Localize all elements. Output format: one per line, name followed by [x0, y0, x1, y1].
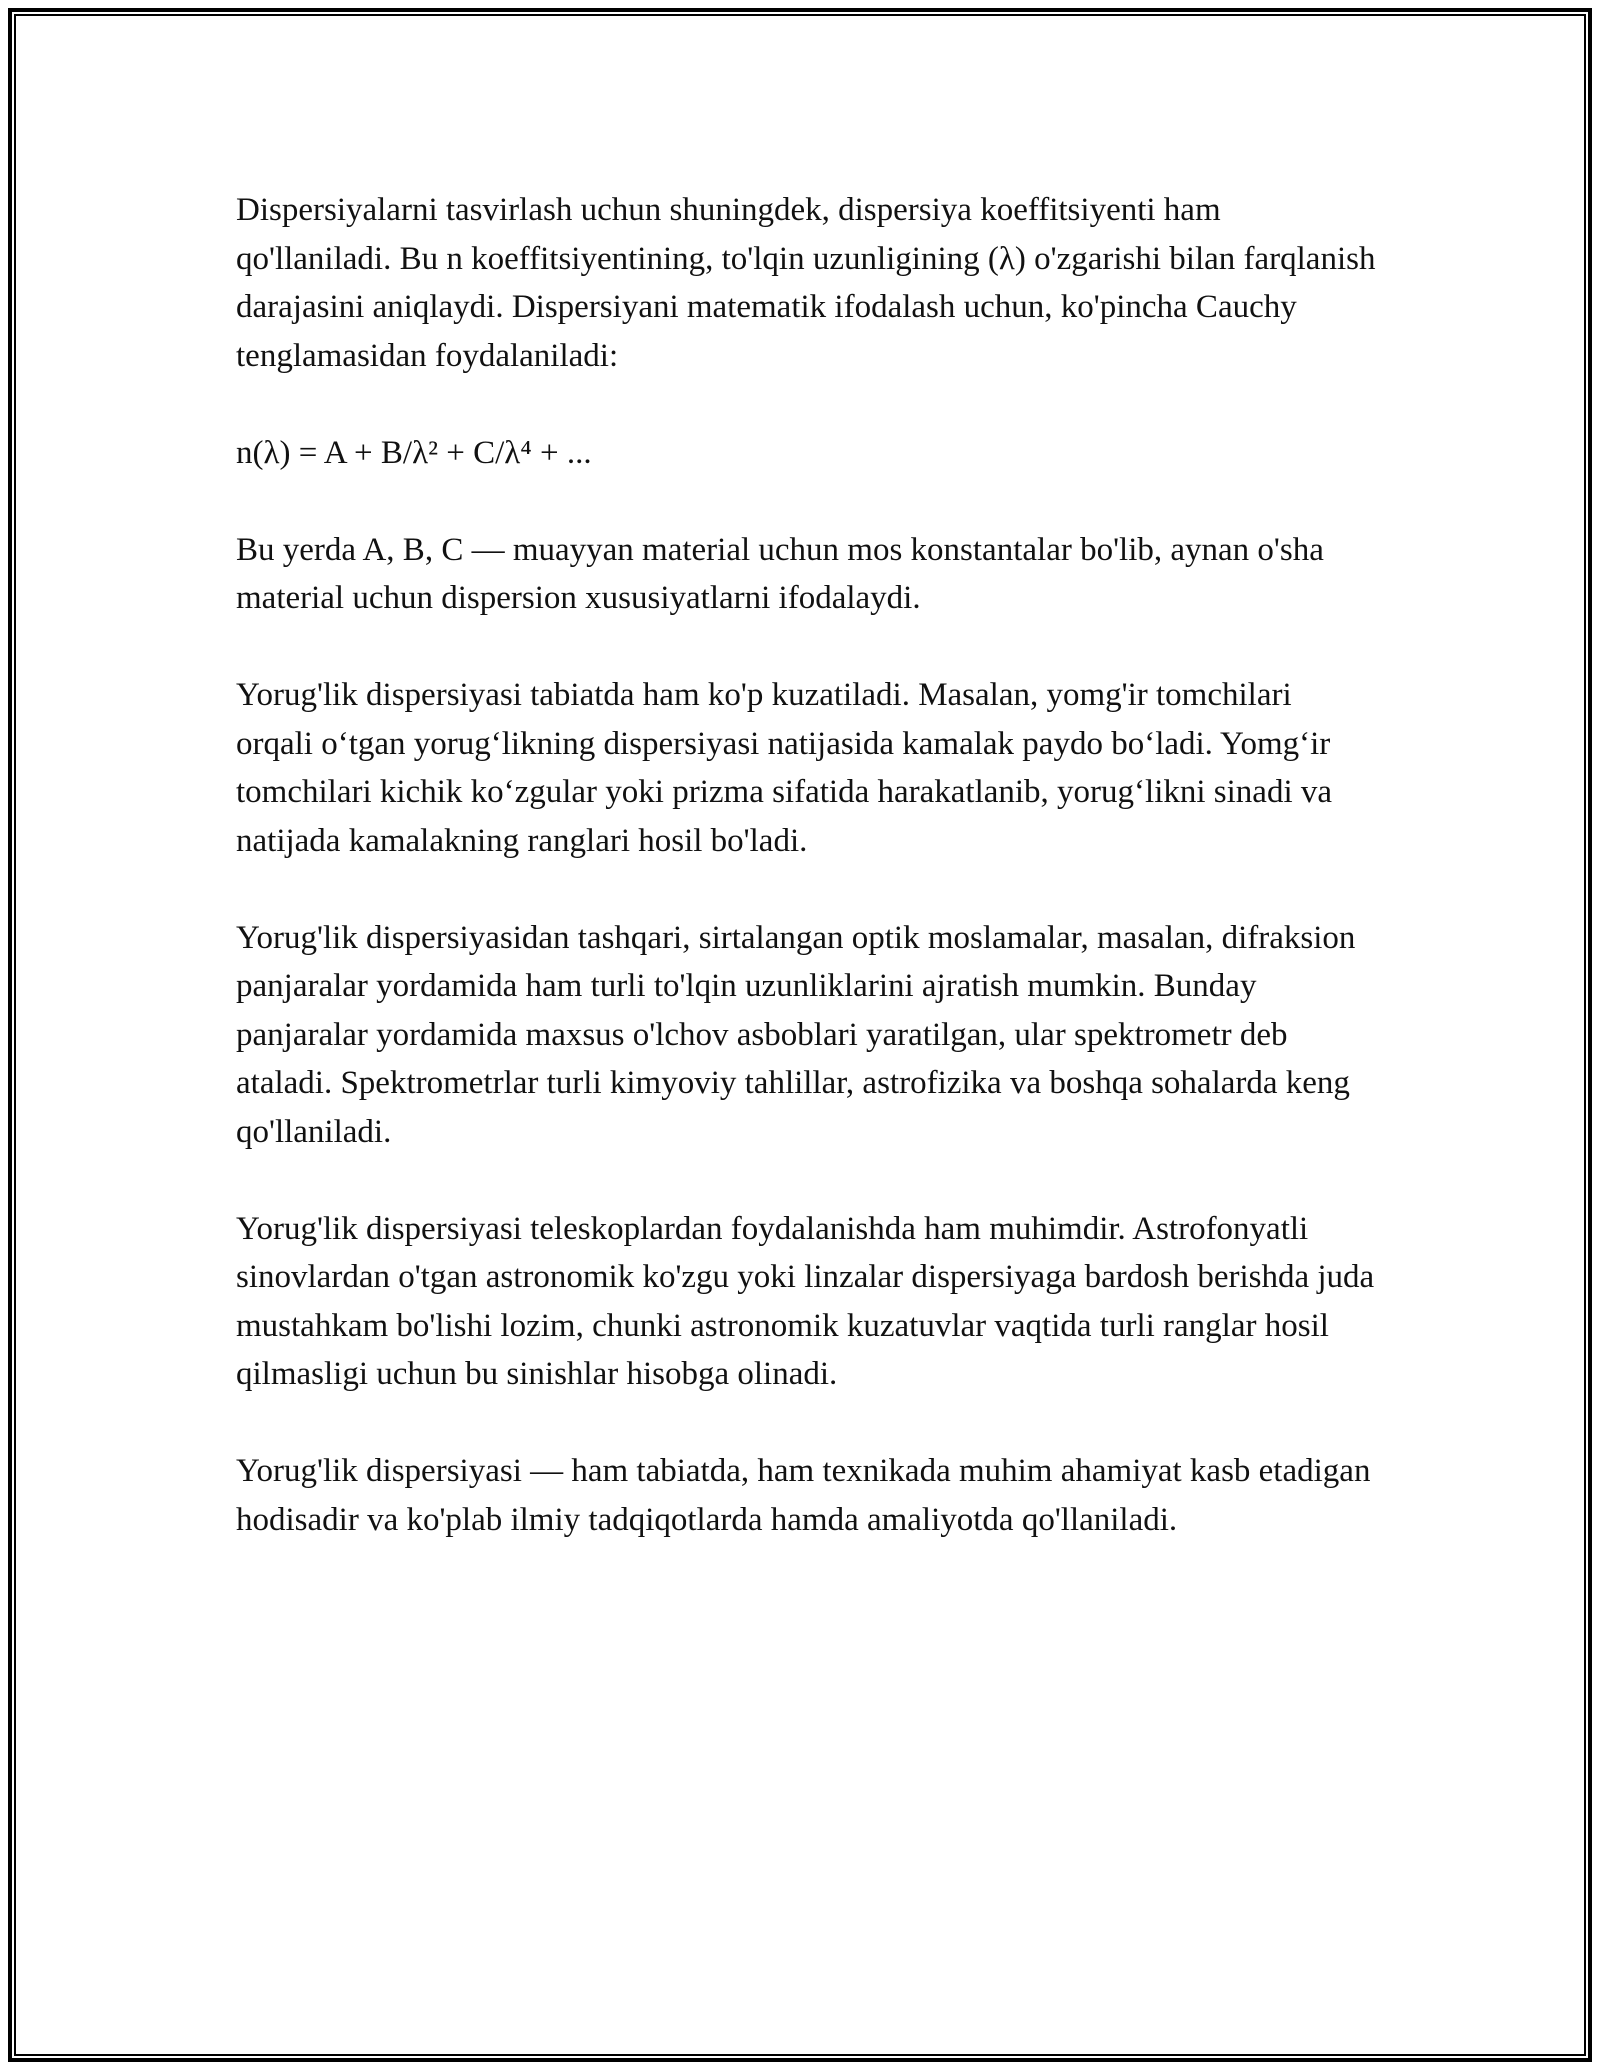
paragraph-telescopes: Yorug'lik dispersiyasi teleskoplardan foydalanishda ham muhimdir. Astrofonyatli sinovlardan o'tgan astronomik ko'zgu yoki linzalar dispersiyaga bardosh berishda juda mustahkam bo'lishi lozim, chunki astronomik kuzatuvlar vaqtida turli ranglar hosil qilmasligi uchun bu sinishlar hisobga olinadi. [236, 1210, 1375, 1392]
paragraph-rainbow: Yorug'lik dispersiyasi tabiatda ham ko'p kuzatiladi. Masalan, yomg'ir tomchilari orqali oʻtgan yorugʻlikning dispersiyasi natijasida kamalak paydo boʻladi. Yomgʻir tomchilari kichik koʻzgular yoki prizma sifatida harakatlanib, yorugʻlikni sinadi va natijada kamalakning ranglari hosil bo'ladi. [236, 677, 1333, 859]
paragraph-cauchy-formula: n(λ) = A + B/λ² + C/λ⁴ + ... [236, 434, 592, 471]
paragraph-spectrometer: Yorug'lik dispersiyasidan tashqari, sirtalangan optik moslamalar, masalan, difraksion panjaralar yordamida ham turli to'lqin uzunliklarini ajratish mumkin. Bunday panjaralar yordamida maxsus o'lchov asboblari yaratilgan, ular spektrometr deb ataladi. Spektrometrlar turli kimyoviy tahlillar, astrofizika va boshqa sohalarda keng qo'llaniladi. [236, 919, 1356, 1150]
paragraph-dispersion-coefficient: Dispersiyalarni tasvirlash uchun shuningdek, dispersiya koeffitsiyenti ham qo'llaniladi. Bu n koeffitsiyentining, to'lqin uzunligining (λ) o'zgarishi bilan farqlanish darajasini aniqlaydi. Dispersiyani matematik ifodalash uchun, ko'pincha Cauchy tenglamasidan foydalaniladi: [236, 192, 1376, 374]
paragraph-conclusion: Yorug'lik dispersiyasi — ham tabiatda, ham texnikada muhim ahamiyat kasb etadigan hodisadir va ko'plab ilmiy tadqiqotlarda hamda amaliyotda qo'llaniladi. [236, 1453, 1371, 1538]
paragraph-constants: Bu yerda A, B, C — muayyan material uchun mos konstantalar bo'lib, aynan o'sha material uchun dispersion xususiyatlarni ifodalaydi. [236, 531, 1324, 616]
document-body [236, 186, 1376, 1593]
